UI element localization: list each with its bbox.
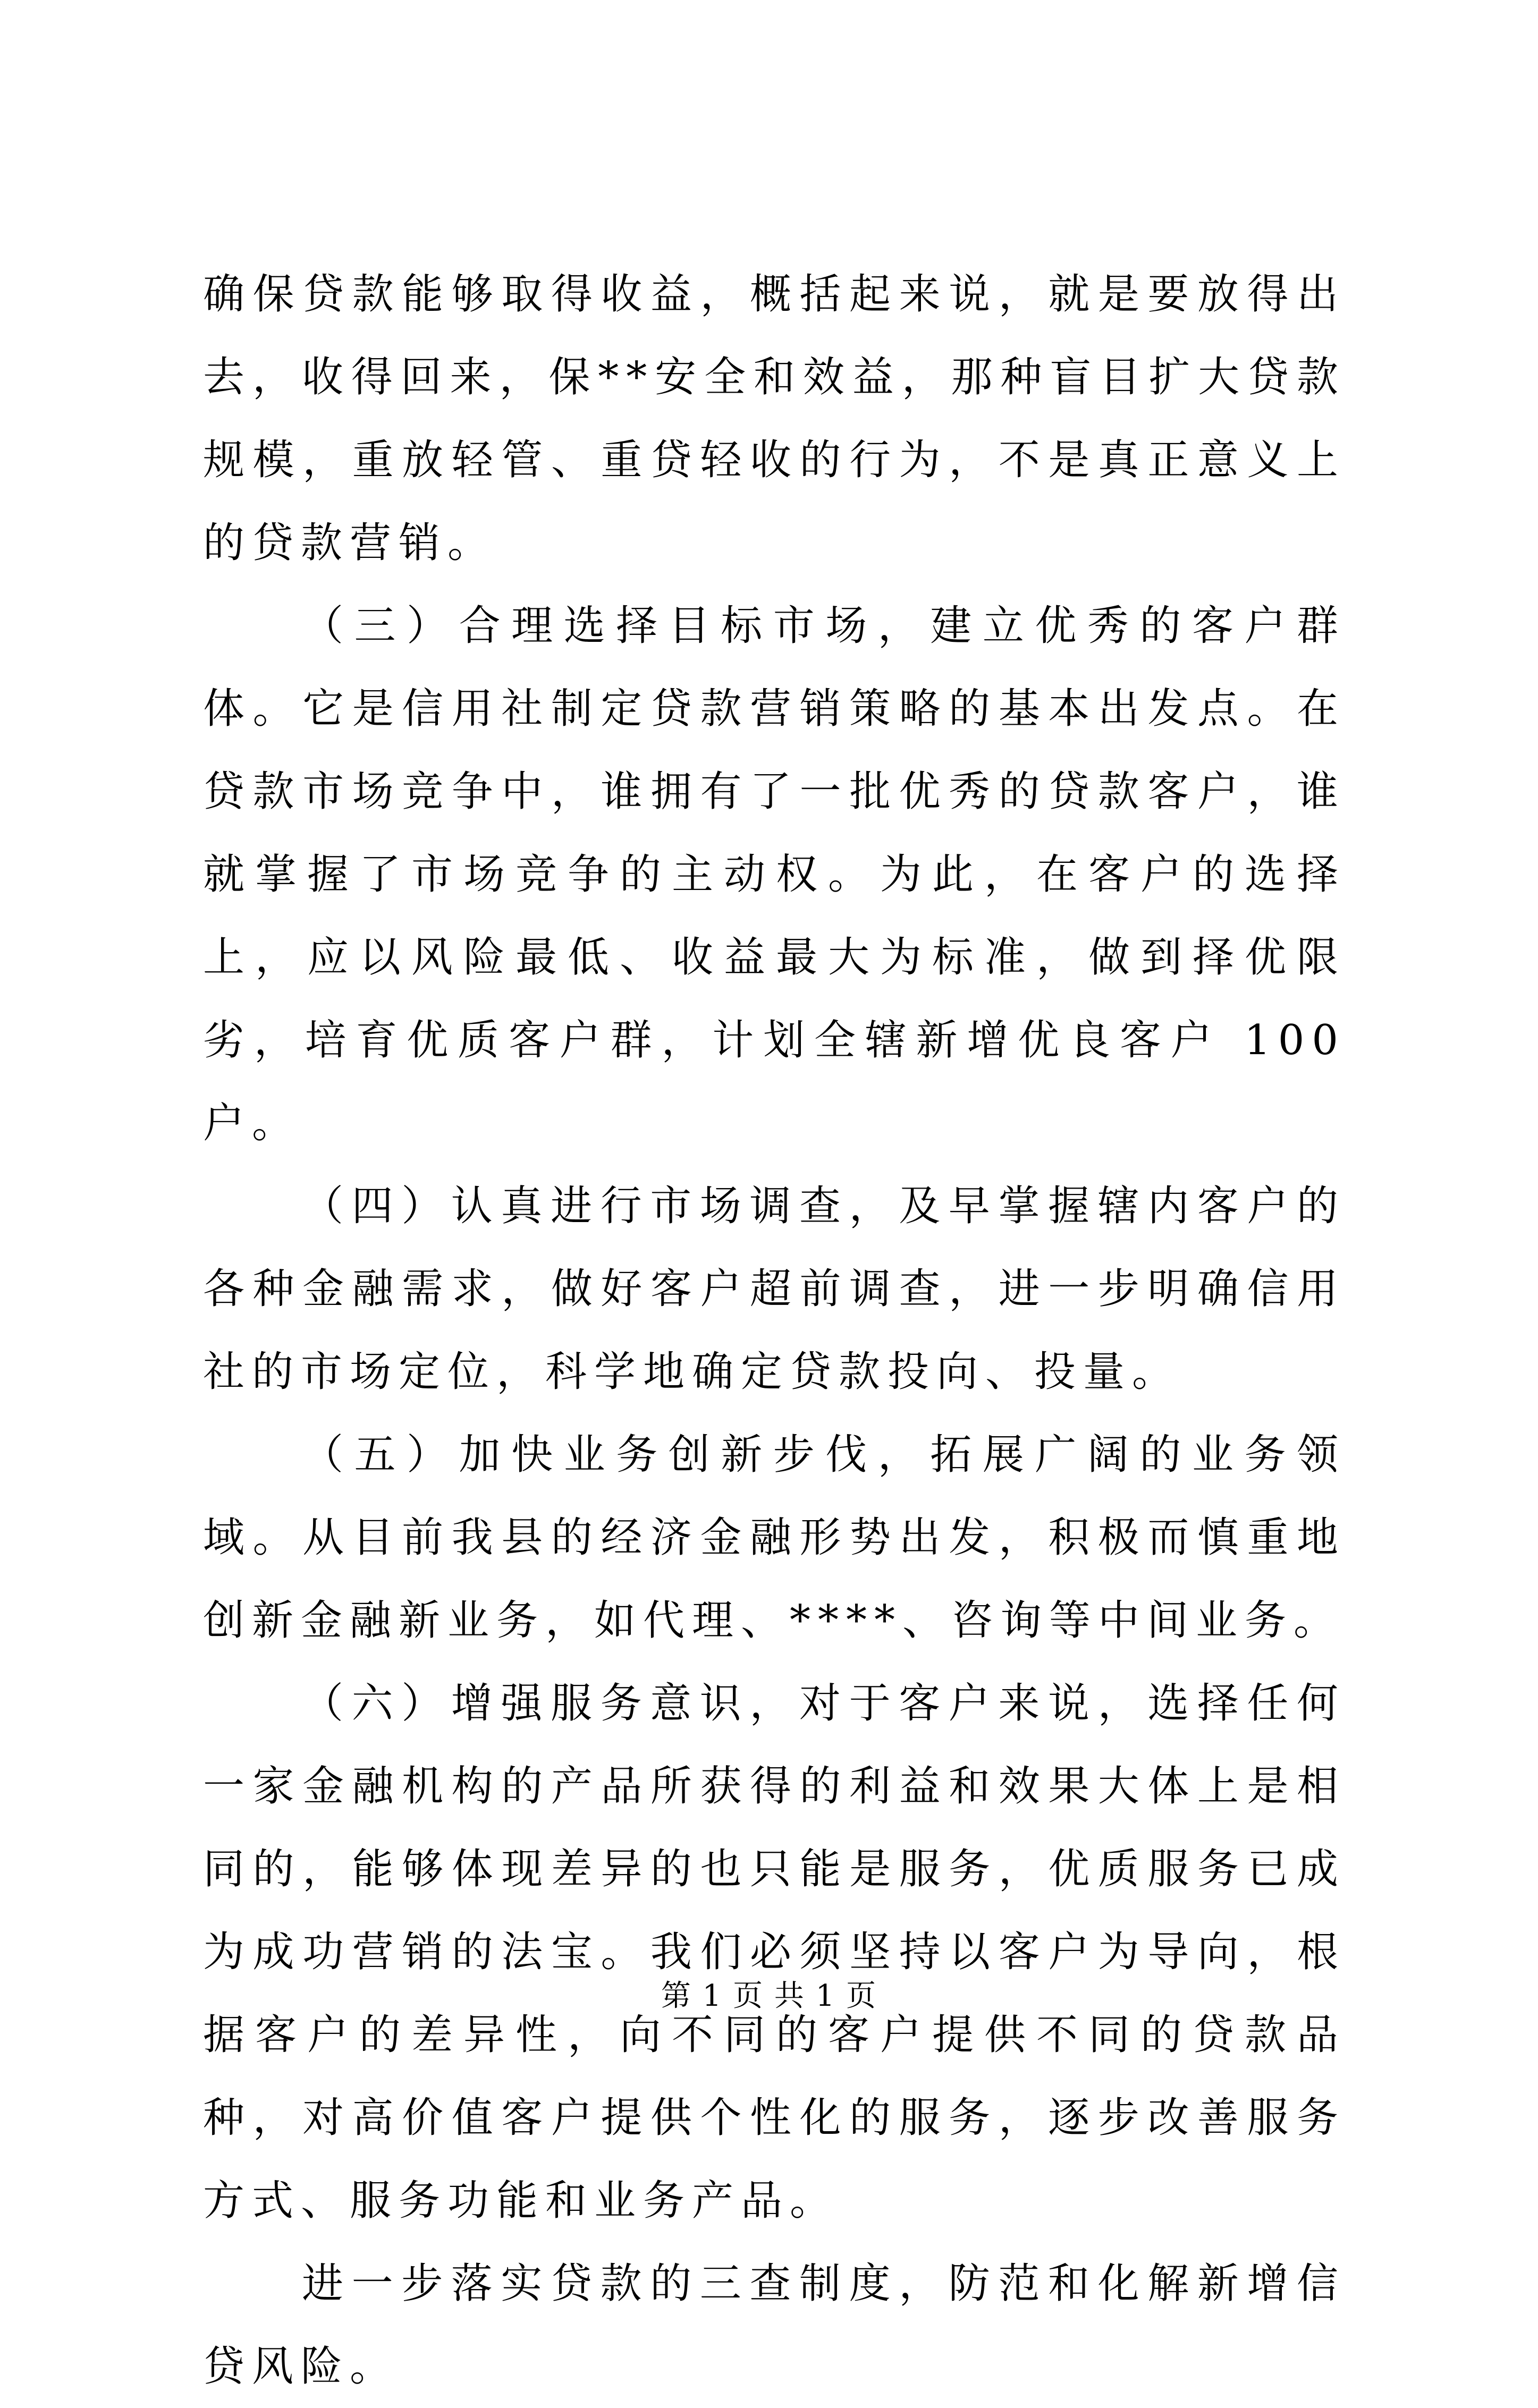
document-body	[203, 253, 1346, 2408]
paragraph-section-6: （六）增强服务意识，对于客户来说，选择任何一家金融机构的产品所获得的利益和效果大体上是相同的，能够体现差异的也只能是服务，优质服务已成为成功营销的法宝。我们必须坚持以客户为导向，根据客户的差异性，向不同的客户提供不同的贷款品种，对高价值客户提供个性化的服务，逐步改善服务方式、服务功能和业务产品。	[203, 1680, 1346, 2225]
paragraph-closing: 进一步落实贷款的三查制度，防范和化解新增信贷风险。	[203, 2260, 1346, 2390]
paragraph-section-4: （四）认真进行市场调查，及早掌握辖内客户的各种金融需求，做好客户超前调查，进一步明确信用社的市场定位，科学地确定贷款投向、投量。	[203, 1182, 1346, 1396]
paragraph-section-3: （三）合理选择目标市场，建立优秀的客户群体。它是信用社制定贷款营销策略的基本出发点。在贷款市场竞争中，谁拥有了一批优秀的贷款客户，谁就掌握了市场竞争的主动权。为此，在客户的选择上，应以风险最低、收益最大为标准，做到择优限劣，培育优质客户群，计划全辖新增优良客户 100 户。	[203, 602, 1346, 1147]
page-footer: 第 1 页 共 1 页	[661, 1979, 877, 2013]
paragraph-continuation: 确保贷款能够取得收益，概括起来说，就是要放得出去，收得回来，保**安全和效益，那种盲目扩大贷款规模，重放轻管、重贷轻收的行为，不是真正意义上的贷款营销。	[203, 270, 1346, 567]
paragraph-section-5: （五）加快业务创新步伐，拓展广阔的业务领域。从目前我县的经济金融形势出发，积极而慎重地创新金融新业务，如代理、****、咨询等中间业务。	[203, 1431, 1346, 1644]
